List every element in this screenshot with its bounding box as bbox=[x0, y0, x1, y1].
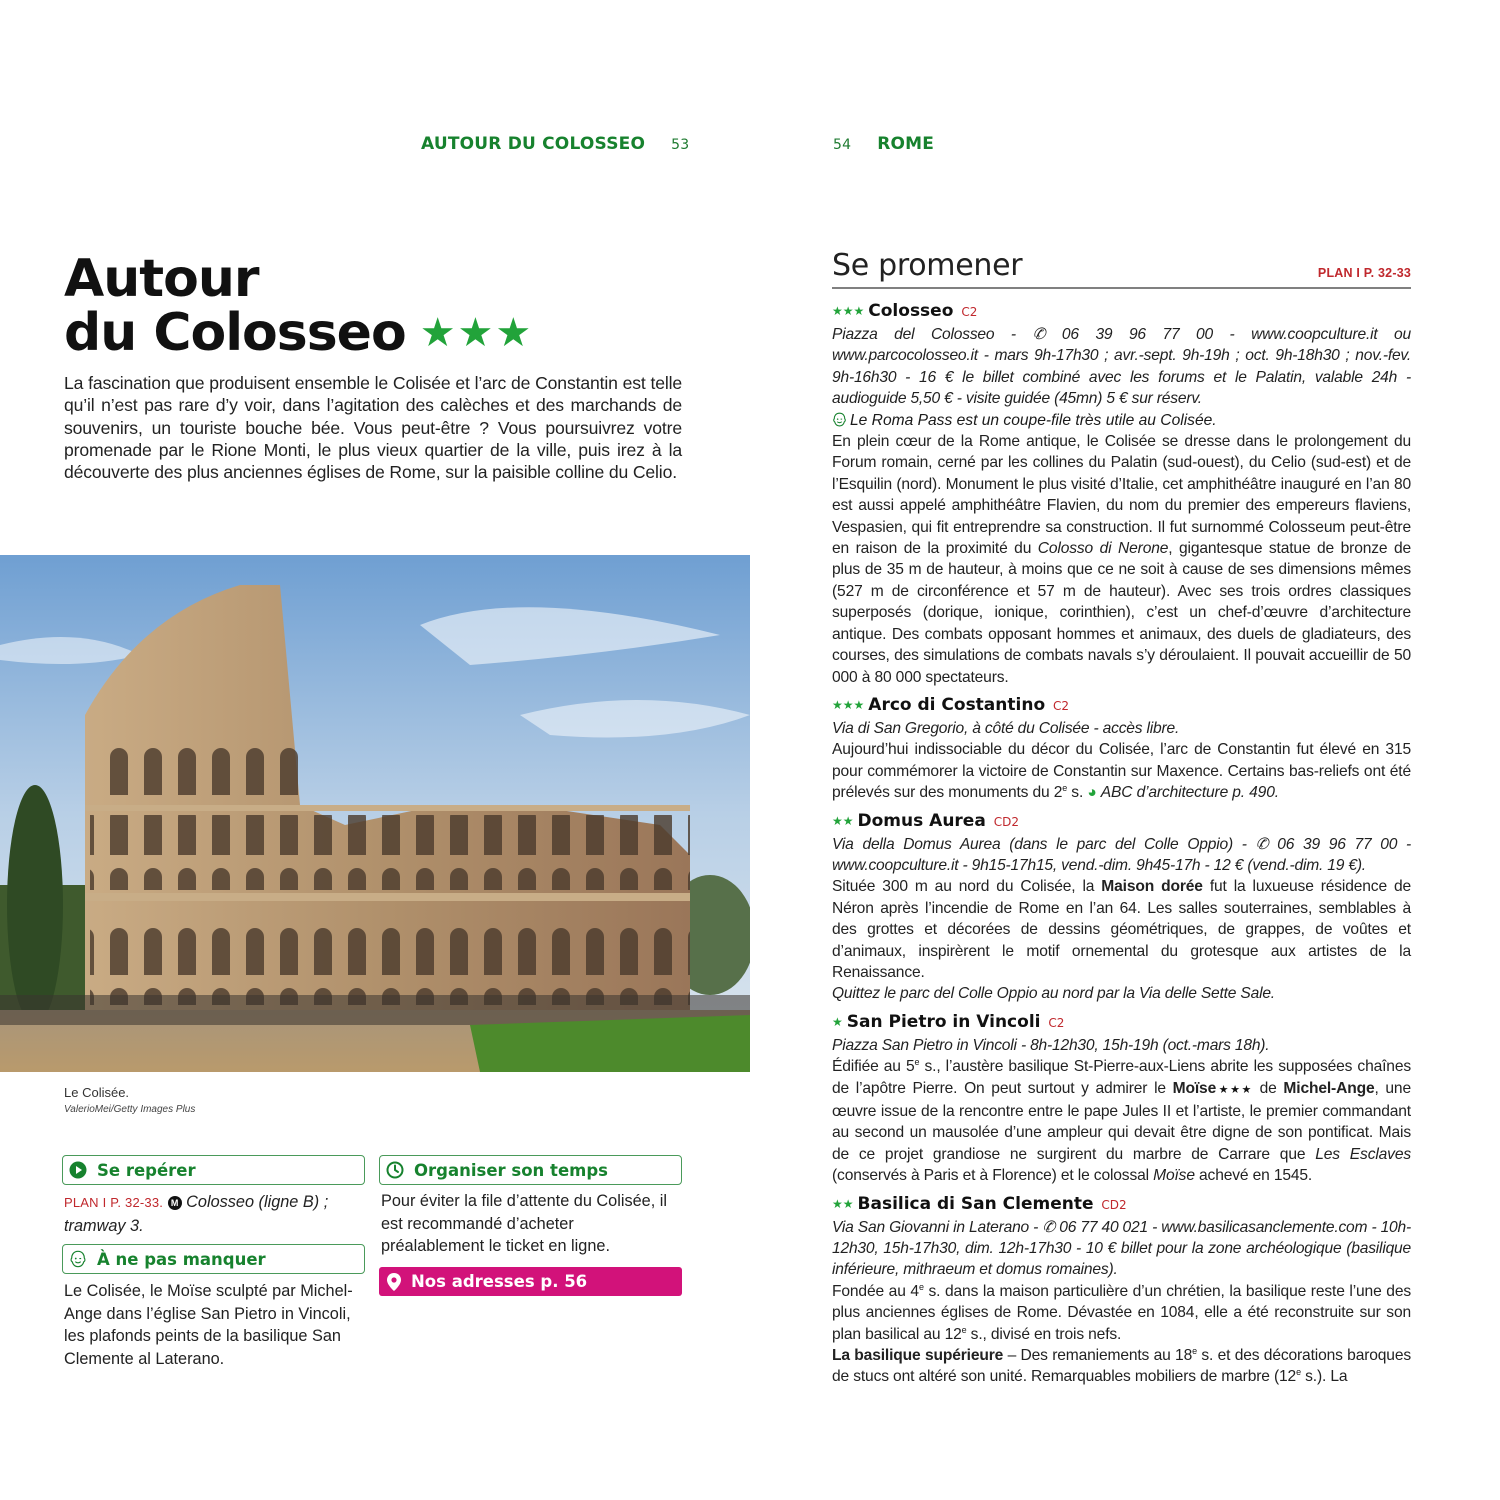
entry-body bbox=[832, 431, 1411, 688]
superscript: e bbox=[1296, 1367, 1301, 1378]
body-text: , gigantesque statue de bronze de plus de 35 m de hauteur, à moins que ce ne soit à cause de ses dimensions mêmes (527 m de circonférence et 57 m de hauteur). Avec ses trois ordres classiques superposés (dorique, ionique, corinthien), c’est un chef-d’œuvre d’architecture antique. Des combats opposant hommes et animaux, des duels de gladiateurs, des courses, des simulations de combats navals s’y déroulaient. Il pouvait accueillir de 50 000 à 80 000 spectateurs. bbox=[832, 540, 1412, 686]
box-title: À ne pas manquer bbox=[97, 1249, 266, 1269]
entry-info: Piazza San Pietro in Vincoli - 8h-12h30, 15h-19h (oct.-mars 18h). bbox=[832, 1036, 1270, 1054]
entry-san-pietro-in-vincoli bbox=[832, 1011, 1411, 1187]
body-text: Aujourd’hui indissociable du décor du Colisée, l’arc de Constantin fut élevé en 315 pour commémorer la victoire de Constantin sur Maxence. Certains bas-reliefs ont été prélevés sur des monuments du 2 bbox=[832, 741, 1411, 802]
a-ne-pas-manquer-text: Le Colisée, le Moïse sculpté par Michel-Ange dans l’église San Pietro in Vincoli, les plafonds peints de la basilique San Clemente al Laterano. bbox=[64, 1282, 353, 1368]
entry-body bbox=[832, 876, 1411, 983]
box-title: Organiser son temps bbox=[414, 1160, 608, 1180]
entry-arco-di-costantino bbox=[832, 694, 1411, 804]
rating-stars-icon: ★★ bbox=[832, 813, 854, 828]
chapter-title-line2: du Colosseo bbox=[64, 303, 406, 363]
smiley-icon bbox=[69, 1250, 87, 1268]
play-circle-icon bbox=[69, 1161, 87, 1179]
a-ne-pas-manquer-box-header bbox=[62, 1244, 365, 1274]
body-italic: Les Esclaves bbox=[1315, 1145, 1411, 1163]
chapter-title-line1: Autour bbox=[64, 249, 259, 309]
body-italic: Moïse bbox=[1153, 1167, 1195, 1185]
running-head-right bbox=[833, 134, 934, 154]
entry-body bbox=[832, 739, 1411, 803]
plan-reference: PLAN I P. 32-33 bbox=[1317, 266, 1411, 280]
grid-ref: CD2 bbox=[1101, 1197, 1127, 1212]
right-column bbox=[832, 300, 1411, 1394]
entry-title bbox=[832, 810, 1411, 834]
rating-stars-icon: ★★★ bbox=[832, 304, 865, 318]
entry-info: Via di San Gregorio, à côté du Colisée - accès libre. bbox=[832, 719, 1180, 737]
body-text: En plein cœur de la Rome antique, le Colisée se dresse dans le prolongement du Forum romain, cerné par les collines du Palatin (sud-ouest), du Celio (sud-est) et de l’Esquilin (nord). Monument le plus visité d’Italie, cet amphithéâtre inauguré en l’an 80 est aussi appelé amphithéâtre Flavien, du nom du premier des empereurs flaviens, Vespasien, qui fit entreprendre sa construction. Il fut surnommé Colosseum peut-être en raison de la proximité du bbox=[832, 433, 1411, 558]
section-divider bbox=[832, 287, 1411, 289]
metro-line: Colosseo (ligne B) ; bbox=[186, 1193, 329, 1211]
body-text: s.). La bbox=[1300, 1368, 1348, 1386]
entry-info: Via San Giovanni in Laterano - ✆ 06 77 40 021 - www.basilicasanclemente.com - 10h-12h30, 15h-17h30, dim. 12h-17h30 - 10 € billet pour la zone archéologique (basilique inférieure, mithraeum et domus romaines). bbox=[832, 1218, 1411, 1279]
body-bold: Michel-Ange bbox=[1283, 1079, 1375, 1097]
entry-name: Basilica di San Clemente bbox=[857, 1193, 1094, 1214]
entry-domus-aurea bbox=[832, 810, 1411, 1005]
subsection-title: La basilique supérieure bbox=[832, 1347, 1004, 1365]
body-text: Fondée au 4 bbox=[832, 1282, 919, 1300]
rating-stars-icon: ★ bbox=[832, 1014, 843, 1029]
body-bold: Moïse bbox=[1172, 1079, 1217, 1097]
entry-info: Piazza del Colosseo - ✆ 06 39 96 77 00 - www.coopculture.it ou www.parcocolosseo.it - mars 9h-17h30 ; avr.-sept. 9h-19h ; oct. 9h-18h30 ; nov.-fev. 9h-16h30 - 16 € le billet combiné avec les forums et le Palatin, valable 24h - audioguide 5,50 € - visite guidée (45mn) 5 € sur réserv. bbox=[832, 326, 1411, 408]
entry-title bbox=[832, 1193, 1411, 1217]
body-bold: Maison dorée bbox=[1101, 878, 1203, 896]
entry-title bbox=[832, 1011, 1411, 1035]
grid-ref: C2 bbox=[961, 305, 978, 319]
nos-adresses-label: Nos adresses p. 56 bbox=[411, 1272, 588, 1291]
plan-reference: PLAN I P. 32-33. bbox=[64, 1195, 164, 1210]
running-head-title: AUTOUR DU COLOSSEO bbox=[421, 134, 646, 154]
se-reperer-text bbox=[64, 1191, 364, 1237]
body-text: Située 300 m au nord du Colisée, la bbox=[832, 878, 1102, 896]
superscript: e bbox=[1192, 1346, 1197, 1357]
organiser-box-header bbox=[379, 1155, 682, 1185]
body-text: s. et des décorations baroques de stucs ont altéré son unité. Remarquables mobiliers de marbre (12 bbox=[832, 1347, 1412, 1386]
entry-name: Colosseo bbox=[868, 301, 954, 321]
intro-paragraph: La fascination que produisent ensemble le Colisée et l’arc de Constantin est telle qu’il n’est pas rare d’y voir, dans l’agitation des calèches et des marchands de souvenirs, un touriste bouche bée. Vous peut-être ? Vous poursuivrez votre promenade par le Rione Monti, le plus vieux quartier de la ville, puis irez à la découverte des plus anciennes églises de Rome, sur la paisible colline du Celio. bbox=[64, 373, 682, 483]
entry-title bbox=[832, 694, 1411, 718]
tram-line: tramway 3. bbox=[64, 1216, 144, 1235]
smiley-icon bbox=[832, 412, 847, 427]
body-text: achevé en 1545. bbox=[1194, 1167, 1313, 1185]
body-text: s., divisé en trois nefs. bbox=[966, 1325, 1122, 1343]
entry-body bbox=[832, 1056, 1411, 1186]
rating-stars-icon: ★★★ bbox=[419, 310, 534, 356]
superscript: e bbox=[1062, 783, 1068, 794]
body-text: – Des remaniements au 18 bbox=[1003, 1347, 1193, 1365]
clock-icon bbox=[386, 1161, 404, 1179]
entry-basilica-di-san-clemente bbox=[832, 1193, 1411, 1388]
superscript: e bbox=[918, 1281, 924, 1292]
nos-adresses-link[interactable] bbox=[379, 1267, 682, 1296]
body-text: (conservés à Paris et à Florence) et le colossal bbox=[832, 1167, 1154, 1185]
organiser-text: Pour éviter la file d’attente du Colisée, il est recommandé d’acheter préalablement le ticket en ligne. bbox=[381, 1192, 667, 1255]
superscript: e bbox=[914, 1057, 920, 1068]
body-text: s. dans la maison particulière d’un chrétien, la basilique reste l’une des plus anciennes églises de Rome. Dévastée en 1084, elle a été reconstruite sur son plan basilical au 12 bbox=[832, 1282, 1411, 1343]
page-number: 54 bbox=[833, 137, 852, 153]
entry-name: Domus Aurea bbox=[857, 810, 986, 831]
section-title: Se promener bbox=[832, 248, 1023, 283]
photo-credit: ValerioMei/Getty Images Plus bbox=[64, 1104, 196, 1115]
entry-name: Arco di Costantino bbox=[868, 694, 1046, 715]
rating-stars-icon: ★★ bbox=[832, 1196, 854, 1211]
entry-tip bbox=[832, 410, 1411, 431]
rating-stars-icon: ★★★ bbox=[832, 697, 865, 712]
tip-text: Le Roma Pass est un coupe-file très utile au Colisée. bbox=[850, 411, 1217, 429]
entry-subsection bbox=[832, 1345, 1411, 1388]
grid-ref: C2 bbox=[1053, 698, 1070, 713]
se-reperer-box-header bbox=[62, 1155, 365, 1185]
box-title: Se repérer bbox=[97, 1160, 196, 1180]
chapter-title bbox=[64, 249, 534, 363]
body-text: s., l’austère basilique St-Pierre-aux-Liens abrite les supposées chaînes de l’apôtre Pierre. On peut surtout y admirer le bbox=[832, 1058, 1411, 1097]
body-text: fut la luxueuse résidence de Néron après l’incendie de Rome en l’an 64. Les salles souterraines, semblables à des grottes et décorées de dessins géométriques, de grappes, de voûtes et d’animaux, inspirèrent le motif ornemental du grotesque aux artistes de la Renaissance. bbox=[832, 878, 1412, 981]
running-head-title: ROME bbox=[877, 134, 935, 154]
cross-reference-link[interactable]: ABC d’architecture p. 490. bbox=[1100, 784, 1279, 802]
body-italic: Colosso di Nerone bbox=[1037, 540, 1169, 558]
entry-name: San Pietro in Vincoli bbox=[846, 1011, 1041, 1032]
body-text: , une œuvre issue de la rencontre entre le pape Jules II et l’artiste, le premier commandant au second un mausolée d’une ampleur qui devait être digne de son pontificat. Mais de ce projet grandiose ne surgirent du marbre de Carrare que bbox=[832, 1079, 1411, 1163]
rating-stars-icon: ★★★ bbox=[1216, 1083, 1253, 1096]
map-pin-icon bbox=[387, 1273, 401, 1291]
grid-ref: C2 bbox=[1048, 1015, 1065, 1030]
metro-icon: M bbox=[168, 1196, 182, 1210]
superscript: e bbox=[961, 1324, 967, 1335]
page-number: 53 bbox=[671, 137, 690, 153]
photo-caption: Le Colisée. bbox=[64, 1085, 130, 1100]
grid-ref: CD2 bbox=[993, 814, 1019, 829]
body-text: s. bbox=[1067, 784, 1088, 802]
entry-body bbox=[832, 1281, 1411, 1345]
entry-colosseo bbox=[832, 300, 1411, 688]
entry-title bbox=[832, 300, 1411, 324]
body-text: Édifiée au 5 bbox=[832, 1058, 915, 1076]
colosseum-photo bbox=[0, 555, 750, 1072]
body-text: de bbox=[1252, 1079, 1284, 1097]
entry-directions: Quittez le parc del Colle Oppio au nord par la Via delle Sette Sale. bbox=[832, 985, 1275, 1003]
entry-info: Via della Domus Aurea (dans le parc del Colle Oppio) - ✆ 06 39 96 77 00 - www.coopculture.it - 9h15-17h15, vend.-dim. 9h45-17h - 12 € (vend.-dim. 19 €). bbox=[832, 835, 1411, 874]
cross-reference-icon: ◕ bbox=[1087, 784, 1097, 802]
